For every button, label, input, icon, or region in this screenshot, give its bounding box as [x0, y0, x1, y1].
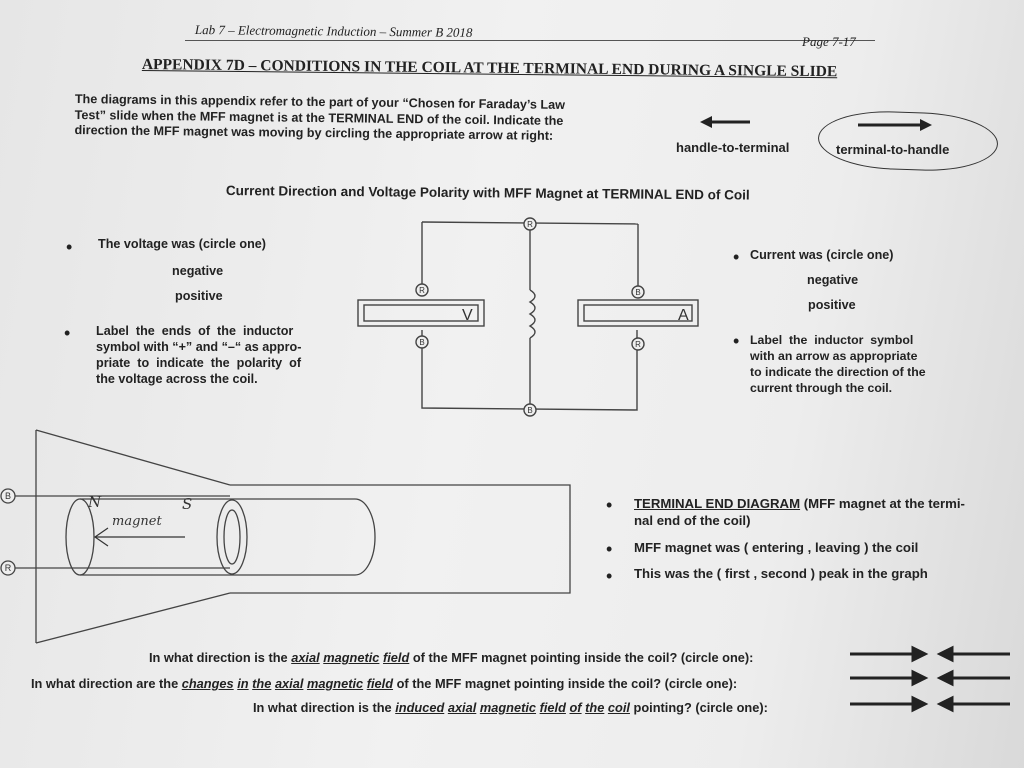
- voltage-prompt: The voltage was (circle one): [98, 237, 266, 251]
- ammeter-symbol: A: [678, 307, 689, 324]
- appendix-title: APPENDIX 7D – CONDITIONS IN THE COIL AT THE TERMINAL END DURING A SINGLE SLIDE: [141, 56, 838, 81]
- q3-em: field: [539, 700, 566, 715]
- q1-right-arrow-icon[interactable]: [850, 648, 925, 660]
- terminal-diagram-heading-rest: (MFF magnet at the termi-: [800, 496, 965, 511]
- node-label: R: [419, 286, 425, 295]
- q3-em: coil: [607, 700, 630, 715]
- bullet-dot: •: [606, 539, 613, 559]
- intro-line-1: The diagrams in this appendix refer to the part of your “Chosen for Faraday’s Law: [74, 92, 566, 112]
- handwritten-n: N: [88, 493, 102, 511]
- label-ends-instructions: [96, 323, 301, 387]
- coil-ring-outer: [217, 500, 247, 574]
- voltage-option-negative[interactable]: negative: [172, 264, 224, 278]
- q1-em: axial: [291, 650, 320, 665]
- bullet-dot: •: [64, 323, 71, 343]
- header-rule: [185, 40, 875, 41]
- lead-r-label: R: [4, 563, 12, 573]
- lead-b-label: B: [4, 491, 12, 501]
- coil-magnet-diagram: [0, 425, 590, 650]
- answer-arrows: [845, 640, 1020, 720]
- current-option-positive[interactable]: positive: [808, 298, 856, 312]
- terminal-diagram-title: [634, 495, 965, 529]
- q3-em: magnetic: [479, 700, 537, 715]
- bullet-dot: •: [606, 495, 613, 515]
- lab-title: Lab 7 – Electromagnetic Induction – Summer B 2018: [194, 22, 473, 40]
- voltmeter-inner: [364, 305, 478, 321]
- q1-em: field: [382, 650, 410, 665]
- label-inductor-line-4: current through the coil.: [750, 381, 893, 395]
- q2-em: changes: [181, 676, 234, 691]
- label-ends-line-3: priate to indicate the polarity of: [96, 356, 302, 370]
- q3-em: the: [585, 700, 605, 715]
- intro-paragraph: [74, 92, 565, 144]
- label-inductor-line-1: Label the inductor symbol: [750, 333, 914, 347]
- bullet-dot: •: [733, 331, 740, 351]
- label-inductor-line-3: to indicate the direction of the: [750, 365, 926, 379]
- node-label: B: [419, 338, 425, 347]
- q3-left-arrow-icon[interactable]: [940, 698, 1010, 710]
- q3-text: pointing? (circle one):: [629, 700, 768, 715]
- coil-body: [230, 485, 570, 593]
- q2-em: the: [252, 676, 272, 691]
- q2-em: axial: [274, 676, 304, 691]
- q1-left-arrow-icon[interactable]: [940, 648, 1010, 660]
- bullet-dot: •: [606, 566, 613, 586]
- bullet-dot: •: [733, 247, 740, 267]
- left-arrow-icon: [700, 116, 750, 128]
- voltage-option-positive[interactable]: positive: [175, 289, 223, 303]
- handle-bottom-edge: [36, 593, 230, 643]
- label-inductor-instructions: [750, 332, 926, 396]
- q1-em: magnetic: [323, 650, 380, 665]
- node-label: B: [635, 288, 641, 297]
- label-ends-line-1: Label the ends of the inductor: [96, 324, 294, 338]
- magnet-end-right: [355, 499, 375, 575]
- handle-to-terminal-label[interactable]: handle-to-terminal: [676, 140, 790, 155]
- question-axial-field: [149, 650, 753, 665]
- terminal-diagram-heading: TERMINAL END DIAGRAM: [634, 496, 801, 511]
- voltmeter-symbol: V: [462, 307, 473, 324]
- q1-text: of the MFF magnet pointing inside the coil? (circle one):: [409, 650, 754, 665]
- label-ends-line-2: symbol with “+” and “–“ as appro-: [96, 340, 302, 354]
- node-label: R: [635, 340, 641, 349]
- bullet-dot: •: [66, 237, 73, 257]
- page-number: Page 7-17: [802, 34, 856, 49]
- q3-em: induced: [395, 700, 445, 715]
- q2-right-arrow-icon[interactable]: [850, 672, 925, 684]
- handwritten-magnet: magnet: [112, 514, 162, 529]
- magnet-was-question[interactable]: MFF magnet was ( entering , leaving ) the coil: [634, 540, 919, 555]
- q3-em: axial: [447, 700, 477, 715]
- q1-text: In what direction is the: [149, 650, 292, 665]
- q2-em: in: [237, 676, 249, 691]
- coil-ring-inner: [224, 510, 240, 564]
- label-inductor-line-2: with an arrow as appropriate: [750, 349, 918, 363]
- q3-em: of: [569, 700, 582, 715]
- inductor-coil-icon: [530, 290, 535, 338]
- question-induced-field: [253, 700, 768, 715]
- q2-text: of the MFF magnet pointing inside the coil? (circle one):: [393, 676, 738, 691]
- intro-line-3: direction the MFF magnet was moving by circling the appropriate arrow at right:: [74, 122, 554, 143]
- handle-top-edge: [36, 430, 230, 485]
- node-label: B: [527, 406, 533, 415]
- q3-right-arrow-icon[interactable]: [850, 698, 925, 710]
- peak-question[interactable]: This was the ( first , second ) peak in the graph: [634, 566, 928, 581]
- question-changes-field: [31, 676, 737, 691]
- q3-text: In what direction is the: [253, 700, 396, 715]
- ammeter-inner: [584, 305, 692, 321]
- hand-drawn-circle: [817, 109, 999, 173]
- q2-em: field: [366, 676, 394, 691]
- handwritten-s: S: [182, 495, 193, 513]
- section-title: Current Direction and Voltage Polarity with MFF Magnet at TERMINAL END of Coil: [225, 183, 750, 203]
- terminal-to-handle-label[interactable]: terminal-to-handle: [836, 142, 950, 157]
- intro-line-2: Test” slide when the MFF magnet is at the TERMINAL END of the coil. Indicate the: [74, 107, 564, 128]
- circuit-diagram: [350, 212, 710, 417]
- terminal-diagram-heading-line2: nal end of the coil): [634, 513, 751, 528]
- current-prompt: Current was (circle one): [750, 248, 894, 262]
- current-option-negative[interactable]: negative: [807, 273, 859, 287]
- label-ends-line-4: the voltage across the coil.: [96, 372, 258, 386]
- q2-left-arrow-icon[interactable]: [940, 672, 1010, 684]
- node-label: R: [527, 220, 533, 229]
- q2-text: In what direction are the: [31, 676, 182, 691]
- q2-em: magnetic: [306, 676, 364, 691]
